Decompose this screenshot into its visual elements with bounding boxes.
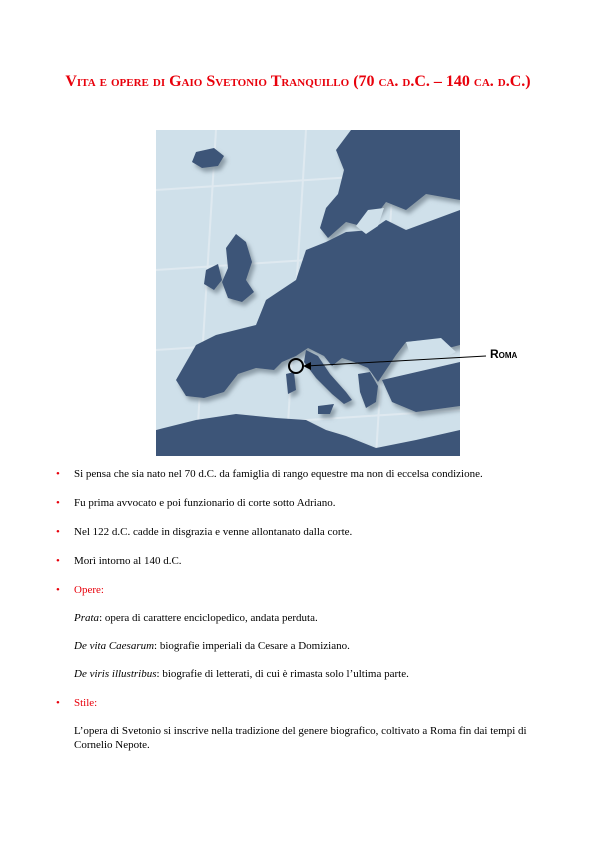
fact-text: Morì intorno al 140 d.C. [74,555,182,567]
bullet-icon: • [56,697,60,709]
bullet-icon: • [56,468,60,480]
opere-title: Prata [74,612,100,624]
bullet-icon: • [56,497,60,509]
opere-heading: Opere: [74,584,104,596]
list-item [56,525,536,539]
list-item-stile [56,696,536,752]
page-title: Vita e opere di Gaio Svetonio Tranquillo (70 ca. d.C. – 140 ca. d.C.) [65,73,531,90]
bullet-icon: • [56,584,60,596]
opere-item [74,639,536,653]
list-item-opere [56,583,536,681]
fact-text: Fu prima avvocato e poi funzionario di corte sotto Adriano. [74,497,336,509]
bullet-icon: • [56,526,60,538]
opere-desc: : biografie di letterati, di cui è rimasta solo l’ultima parte. [156,668,409,680]
facts-list [56,467,536,767]
europe-map [156,130,460,456]
stile-text: L’opera di Svetonio si inscrive nella tradizione del genere biografico, coltivato a Roma fin dai tempi di Cornelio Nepote. [74,725,527,751]
opere-title: De vita Caesarum [74,640,155,652]
opere-item [74,611,536,625]
fact-text: Si pensa che sia nato nel 70 d.C. da famiglia di rango equestre ma non di eccelsa condizione. [74,468,483,480]
opere-item [74,667,536,681]
list-item [56,554,536,568]
opere-list [74,611,536,681]
list-item [56,467,536,481]
list-item [56,496,536,510]
stile-heading: Stile: [74,697,98,709]
stile-body [74,724,536,752]
fact-text: Nel 122 d.C. cadde in disgrazia e venne allontanato dalla corte. [74,526,353,538]
opere-title: De viris illustribus [74,668,157,680]
opere-desc: : opera di carattere enciclopedico, andata perduta. [99,612,318,624]
bullet-icon: • [56,555,60,567]
opere-desc: : biografie imperiali da Cesare a Domiziano. [154,640,350,652]
roma-label: Roma [490,347,518,361]
